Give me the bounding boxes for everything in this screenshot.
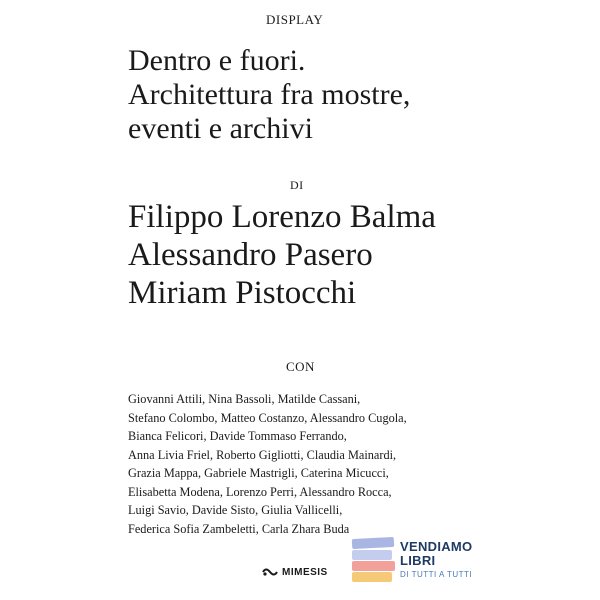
badge-tagline: DI TUTTI A TUTTI bbox=[400, 570, 473, 579]
contributors-line: Bianca Felicori, Davide Tommaso Ferrando, bbox=[128, 429, 347, 443]
publisher-logo bbox=[262, 566, 328, 578]
publisher-name: MIMESIS bbox=[282, 566, 328, 578]
with-label: CON bbox=[286, 359, 315, 374]
book-spine-icon bbox=[352, 550, 392, 560]
contributors-line: Elisabetta Modena, Lorenzo Perri, Alessandro Rocca, bbox=[128, 484, 392, 499]
author-name: Miriam Pistocchi bbox=[128, 275, 357, 311]
contributors-line: Federica Sofia Zambeletti, Carla Zhara Buda bbox=[128, 521, 350, 536]
title-line: Architettura fra mostre, bbox=[128, 78, 411, 111]
title-line: Dentro e fuori. bbox=[128, 44, 306, 77]
authors-list bbox=[128, 198, 436, 312]
badge-line1: VENDIAMO bbox=[400, 539, 473, 554]
publisher-mark-icon bbox=[262, 566, 278, 578]
books-stack-icon bbox=[352, 536, 396, 584]
vendiamo-libri-badge[interactable] bbox=[400, 540, 472, 579]
author-name: Filippo Lorenzo Balma bbox=[128, 199, 436, 235]
title-line: eventi e archivi bbox=[128, 112, 313, 145]
book-spine-icon bbox=[352, 572, 392, 582]
contributors-line: Grazia Mappa, Gabriele Mastrigli, Caterina Micucci, bbox=[128, 466, 389, 480]
badge-line2: LIBRI bbox=[400, 553, 436, 568]
book-title bbox=[128, 44, 410, 146]
contributors-line: Giovanni Attili, Nina Bassoli, Matilde Cassani, bbox=[128, 392, 361, 406]
author-name: Alessandro Pasero bbox=[128, 237, 373, 273]
contributors-line: Luigi Savio, Davide Sisto, Giulia Vallicelli, bbox=[128, 503, 343, 517]
contributors-list bbox=[128, 390, 407, 538]
book-spine-icon bbox=[352, 537, 394, 549]
contributors-line: Anna Livia Friel, Roberto Gigliotti, Claudia Mainardi, bbox=[128, 447, 397, 462]
by-label: DI bbox=[290, 178, 304, 192]
contributors-line: Stefano Colombo, Matteo Costanzo, Alessandro Cugola, bbox=[128, 410, 407, 425]
series-name: DISPLAY bbox=[266, 12, 324, 27]
book-spine-icon bbox=[352, 561, 395, 571]
